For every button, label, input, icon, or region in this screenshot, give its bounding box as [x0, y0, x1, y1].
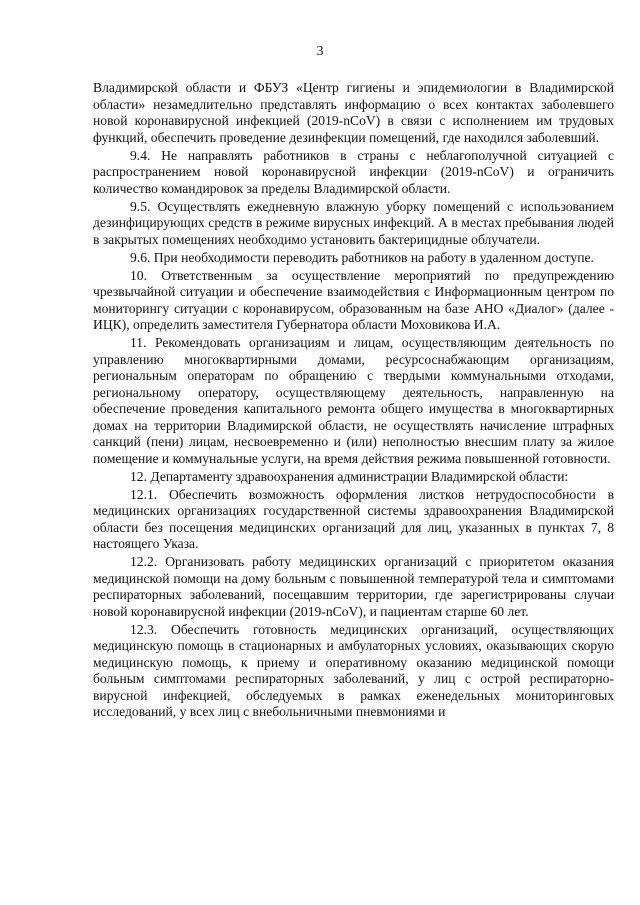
paragraph-12: 12. Департаменту здравоохранения администрации Владимирской области:	[130, 468, 569, 484]
paragraph-12-1: 12.1. Обеспечить возможность оформления листков нетрудоспособности в медицинских организациях государственной системы здравоохранения Владимирской области без посещения медицинских организаций для лиц, указанных в пунктах 7, 8 настоящего Указа.	[93, 486, 614, 551]
paragraph-9-4: 9.4. Не направлять работников в страны с неблагополучной ситуацией с распространением новой коронавирусной инфекции (2019-nCoV) и ограничить количество командировок за пределы Владимирской области.	[93, 147, 614, 196]
paragraph-10: 10. Ответственным за осуществление мероприятий по предупреждению чрезвычайной ситуации и обеспечение взаимодействия с Информационным центром по мониторингу ситуации с коронавирусом, образованным на базе АНО «Диалог» (далее - ИЦК), определить заместителя Губернатора области Моховикова И.А.	[93, 267, 614, 332]
document-body	[93, 80, 614, 722]
paragraph-11: 11. Рекомендовать организациям и лицам, осуществляющим деятельность по управлению многоквартирными домами, ресурсоснабжающим организациям, региональным операторам по обращению с твердыми коммунальными отходами, региональному оператору, осуществляющему деятельность, направленную на обеспечение проведения капитального ремонта общего имущества в многоквартирных домах на территории Владимирской области, не осуществлять начисление штрафных санкций (пени) лицам, несвоевременно и (или) неполностью внесшим плату за жилое помещение и коммунальные услуги, на время действия режима повышенной готовности.	[93, 335, 614, 466]
paragraph-12-3: 12.3. Обеспечить готовность медицинских организаций, осуществляющих медицинскую помощь в стационарных и амбулаторных условиях, оказывающих скорую медицинскую помощь, к приему и оперативному оказанию медицинcкой помощи больным симптомами респираторных заболеваний, у лиц с острой респираторно-вирусной инфекцией, обследуемых в рамках еженедельных мониторинговых исследований, у всех лиц с внебольничными пневмониями и	[93, 621, 614, 719]
paragraph-continuation: Владимирской области и ФБУЗ «Центр гигиены и эпидемиологии в Владимирской области» незамедлительно представлять информацию о всех контактах заболевшего новой коронавирусной инфекцией (2019-nCoV) в связи с исполнением им трудовых функций, обеспечить проведение дезинфекции помещений, где находился заболевший.	[93, 80, 614, 145]
page-number: 3	[316, 44, 324, 59]
paragraph-9-5: 9.5. Осуществлять ежедневную влажную уборку помещений с использованием дезинфицирующих средств в режиме вирусных инфекций. А в местах пребывания людей в закрытых помещениях необходимо установить бактерицидные облучатели.	[93, 198, 614, 247]
paragraph-12-2: 12.2. Организовать работу медицинских организаций с приоритетом оказания медицинской помощи на дому больным с повышенной температурой тела и симптомами респираторных заболеваний, посещавшим территории, где зарегистрированы случаи новой коронавирусной инфекции (2019-nCoV), и пациентам старше 60 лет.	[93, 554, 614, 619]
paragraph-9-6: 9.6. При необходимости переводить работников на работу в удаленном доступе.	[130, 249, 594, 265]
